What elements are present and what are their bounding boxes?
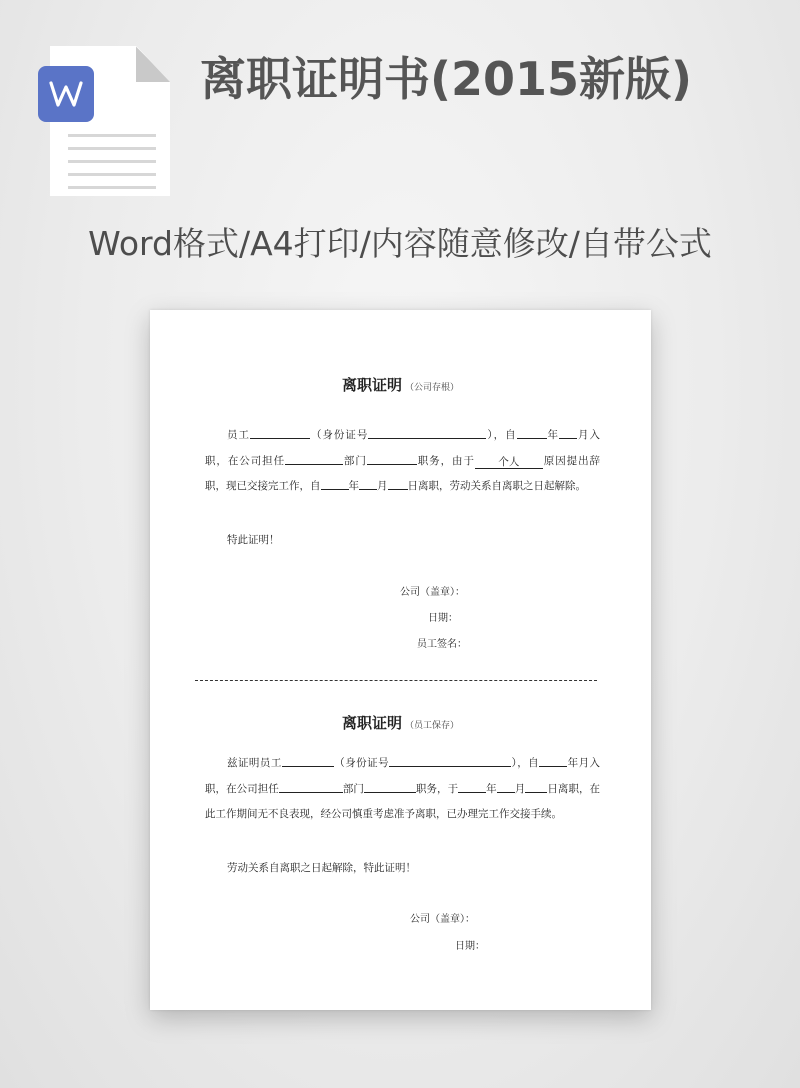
date-label-1: 日期：: [428, 613, 458, 624]
word-file-icon: [38, 46, 170, 196]
cut-line-divider: [195, 680, 597, 681]
employee-sign-label: 员工签名：: [417, 639, 467, 650]
section-title-employee-copy: 离职证明 （员工保存）: [341, 714, 460, 732]
date-label-2: 日期：: [455, 941, 485, 952]
paragraph-company-copy: 员工 （身份证号 ），自 年 月入职，在公司担任 部门 职务，由于 个人 原因提出辞职，现已交接完工作，自 年 月 日离职，劳动关系自离职之日起解除。: [205, 429, 601, 492]
word-icon: [38, 66, 94, 122]
paragraph-certify-2: 劳动关系自离职之日起解除，特此证明！: [227, 862, 416, 874]
document-page: [150, 310, 651, 1010]
company-seal-label-2: 公司（盖章）：: [410, 914, 475, 925]
section-title-company-copy: 离职证明 （公司存根）: [341, 376, 460, 394]
paragraph-employee-copy: 兹证明员工 （身份证号 ），自 年月入职，在公司担任 部门 职务，于 年 月 日离职，在此工作期间无不良表现，经公司慎重考虑准予离职，已办理完工作交接手续。: [205, 757, 601, 820]
paragraph-certify-1: 特此证明！: [227, 534, 280, 546]
document-subtitle: Word格式/A4打印/内容随意修改/自带公式: [88, 224, 712, 263]
document-title: 离职证明书(2015新版): [200, 52, 693, 106]
company-seal-label-1: 公司（盖章）：: [400, 587, 465, 598]
